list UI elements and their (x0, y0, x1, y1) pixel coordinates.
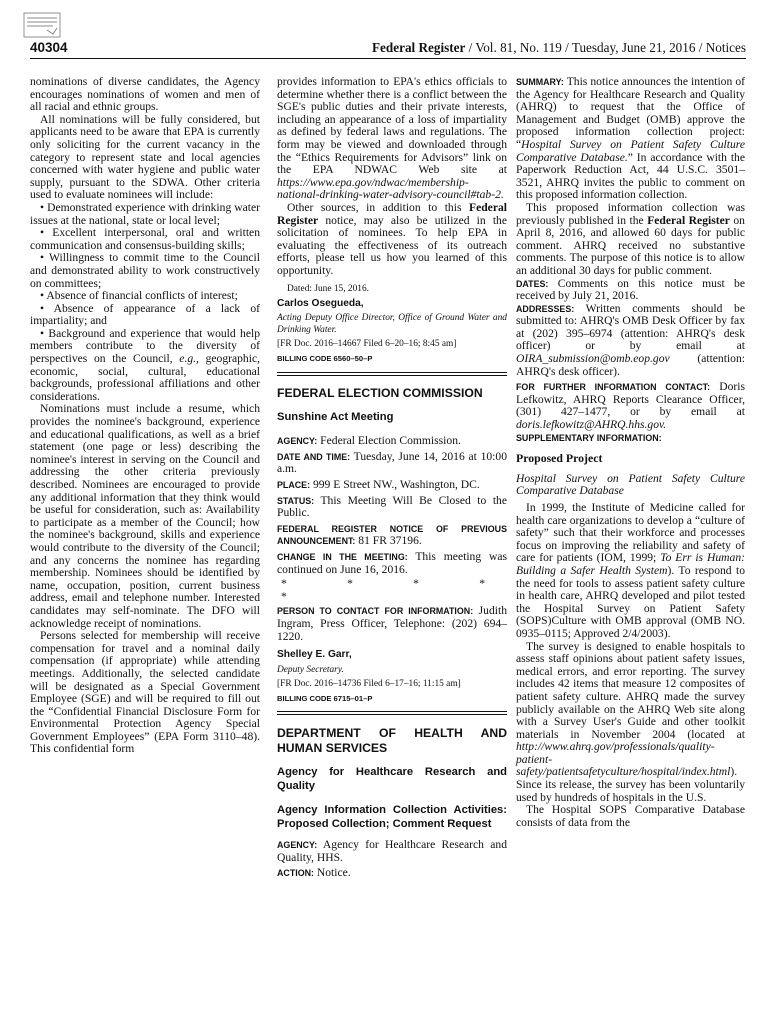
field-label: SUMMARY: (516, 77, 564, 87)
field-dates (516, 278, 745, 303)
field-agency (277, 435, 507, 448)
column-2 (277, 76, 507, 880)
agency-heading: FEDERAL ELECTION COMMISSION (277, 385, 483, 400)
field-label: ADDRESSES: (516, 303, 575, 314)
field-label: STATUS: (277, 495, 315, 506)
paragraph (277, 76, 507, 202)
italic-run: Hospital Survey on Patient Safety Culture Comparative Database. (516, 137, 745, 164)
text-run: on April 8, 2016, and allowed 60 days for public comment. AHRQ received no substantive comments. The purpose of this notice is to allow an additional 30 days for public comment. (516, 213, 745, 277)
running-head (372, 40, 746, 56)
column-1 (30, 76, 260, 756)
field-label: FOR FURTHER INFORMATION CONTACT: (516, 382, 711, 393)
field-label: ACTION: (277, 868, 314, 879)
paragraph: Nominations must include a resume, which provides the nominee's background, experience and educational qualifications, as well as a brief statement (one page or less) describing the nominee's interest in serving on the Council and addressing the other criteria previously described. Nominees are encouraged to provide any additional information that they think would be useful for consideration, such as: Availability to participate as a member of the Council; how the nominee's background, skills and experience would contribute to the diversity of the Council; and any concerns the nominee has regarding membership. Nominees should be identified by name, occupation, position, current business address, email and telephone number. Interested candidates may self-nominate. The DFO will acknowledge receipt of nominations. (30, 402, 260, 630)
signer-name: Carlos Osegueda, (277, 297, 364, 309)
paragraph (277, 202, 507, 278)
field-label: AGENCY: (277, 436, 318, 447)
bullet-item: • Absence of appearance of a lack of impartiality; and (30, 301, 260, 328)
field-value: Agency for Healthcare Research and Quality, HHS. (277, 838, 507, 864)
text-run: Written comments should be submitted to: AHRQ's OMB Desk Officer by fax at (202) 395–6974 (attention: AHRQ's desk officer) or by email at (516, 301, 745, 353)
signer-name: Shelley E. Garr, (277, 649, 352, 661)
url-link[interactable]: https://www.epa.gov/ndwac/membership-national-drinking-water-advisory-council#tab-2. (277, 175, 504, 202)
gpo-authenticated-seal-icon (23, 12, 61, 38)
bullet-item: • Demonstrated experience with drinking water issues at the national, state or local level; (30, 200, 260, 227)
field-value: Tuesday, June 14, 2016 at 10:00 a.m. (277, 449, 507, 476)
notice-subject: Agency Information Collection Activities: Proposed Collection; Comment Request (277, 804, 507, 831)
field-value: 999 E Street NW., Washington, DC. (310, 477, 480, 491)
field-label: AGENCY: (277, 840, 318, 851)
text-run: Other sources, in addition to this (287, 200, 469, 214)
page-number: 40304 (30, 40, 68, 55)
field-value: Judith Ingram, Press Officer, Telephone: (202) 694–1220. (277, 604, 507, 643)
issue-details: / Vol. 81, No. 119 / Tuesday, June 21, 2016 / Notices (465, 40, 746, 55)
text-run: In 1999, the Institute of Medicine called for health care organizations to develop a “culture of safety” such that their workforce and processes focus on improving the reliability and safety of care for patients (IOM, 1999; (516, 501, 745, 565)
signer-title: Deputy Secretary. (277, 664, 344, 675)
billing-code: BILLING CODE 6560–50–P (277, 354, 373, 364)
text-run: This notice announces the intention of the Agency for Healthcare Research and Quality (AHRQ) to request that the Office of Management and Budget (OMB) approve the proposed information collection project: “ (516, 75, 745, 151)
bullet-item: • Absence of financial conflicts of interest; (40, 289, 238, 303)
paragraph: Persons selected for membership will receive compensation for travel and a nominal daily compensation (if appropriate) while attending meetings. Additionally, the selected candidate will be designated as a Special Government Employee (SGE) and will be required to fill out the “Confidential Financial Disclosure Form for Environmental Protection Agency Special Government Employees” (EPA Form 3110–48). This confidential form (30, 629, 260, 756)
dated-line: Dated: June 15, 2016. (287, 283, 370, 294)
field-previous-announcement (277, 523, 507, 548)
agency-heading: DEPARTMENT OF HEALTH AND HUMAN SERVICES (277, 726, 507, 755)
section-divider (277, 372, 507, 376)
text-run: ). To respond to the need for tools to assess patient safety culture in health care, AHRQ developed and pilot tested the Hospital Survey on Patient Safety (SOPS)Culture with OMB approval (OMB NO. 0935–0115; Approved 2/4/2003). (516, 563, 745, 640)
field-label: CHANGE IN THE MEETING: (277, 551, 408, 562)
section-heading: Proposed Project (516, 451, 603, 466)
field-label: PLACE: (277, 479, 311, 490)
email-link[interactable]: doris.lefkowitz@AHRQ.hhs.gov. (516, 418, 667, 432)
field-place (277, 479, 507, 492)
field-action (277, 867, 507, 880)
text-run: This proposed information collection was previously published in the (516, 200, 745, 227)
field-contact (277, 605, 507, 643)
field-label: DATES: (516, 278, 549, 289)
field-label: FEDERAL REGISTER NOTICE OF PREVIOUS ANNOUNCEMENT: (277, 523, 507, 547)
field-supplementary (516, 432, 745, 445)
field-value: This meeting was continued on June 16, 2016. (277, 549, 507, 576)
bullet-item: • Willingness to commit time to the Council and demonstrated ability to work constructively on committees; (30, 251, 260, 290)
field-label: SUPPLEMENTARY INFORMATION: (516, 432, 662, 443)
text-run: • Background and experience that would help members contribute to the diversity of perspectives on the Council, (30, 326, 260, 366)
field-change (277, 551, 507, 576)
paragraph: The Hospital SOPS Comparative Database consists of data from the (516, 803, 745, 829)
field-value: This Meeting Will Be Closed to the Public. (277, 493, 507, 520)
billing-code: BILLING CODE 6715–01–P (277, 693, 373, 703)
bullet-item (30, 328, 260, 404)
text-run: (attention: AHRQ's desk officer). (516, 352, 745, 378)
field-value: Federal Election Commission. (317, 434, 461, 448)
text-run: provides information to EPA's ethics officials to determine whether there is a conflict between the SGE's public duties and their private interests, including an appearance of a loss of impartiality as defined by federal laws and regulations. The form may be viewed and downloaded through the “Ethics Requirements for Advisors” link on the EPA NDWAC Web site at (277, 75, 507, 177)
paragraph (516, 502, 745, 641)
publication-name: Federal Register (372, 40, 466, 55)
ellipsis-stars: * * * * * (281, 577, 507, 603)
paragraph (516, 202, 745, 278)
signer-title: Acting Deputy Office Director, Office of Ground Water and Drinking Water. (277, 313, 507, 336)
field-date (277, 451, 507, 476)
text-run: geographic, economic, social, cultural, educational backgrounds, professional affiliations and other considerations. (30, 352, 260, 403)
field-value: 81 FR 37196. (355, 534, 422, 548)
text-run: ). Since its release, the survey has been voluntarily used by hundreds of hospitals in the U.S. (516, 765, 745, 804)
bold-run: Federal Register (647, 213, 730, 227)
page-header (30, 40, 746, 59)
italic-run: To Err is Human: Building a Safer Health System (516, 551, 745, 577)
fr-doc-line: [FR Doc. 2016–14667 Filed 6–20–16; 8:45 am] (277, 339, 457, 350)
field-addresses (516, 303, 745, 379)
bold-run: Federal Register (277, 200, 507, 227)
field-label: DATE AND TIME: (277, 451, 351, 462)
italic-run: e.g., (179, 352, 199, 366)
project-title: Hospital Survey on Patient Safety Culture Comparative Database (516, 471, 745, 498)
sub-agency-heading: Agency for Healthcare Research and Quality (277, 766, 507, 793)
bullet-item: • Excellent interpersonal, oral and written communication and consensus-building skills; (30, 226, 260, 252)
text-run: The survey is designed to enable hospitals to assess staff opinions about patient safety issues, medical errors, and error reporting. The survey includes 42 items that measure 12 composites of patient safety culture. AHRQ made the survey publicly available on the AHRQ Web site along with a Survey User's Guide and other toolkit materials in November 2004 (located at (516, 639, 745, 741)
paragraph (516, 641, 745, 805)
field-status (277, 495, 507, 520)
email-link[interactable]: OIRA_submission@omb.eop.gov (516, 352, 670, 366)
field-value: Notice. (313, 866, 351, 880)
field-further-info (516, 381, 745, 431)
field-label: PERSON TO CONTACT FOR INFORMATION: (277, 606, 474, 617)
text-run: notice, may also be utilized in the solicitation of nominees. To help EPA in evaluating the effectiveness of its outreach efforts, please tell us how you learned of this opportunity. (277, 213, 507, 277)
paragraph: nominations of diverse candidates, the Agency encourages nominations of women and men of all racial and ethnic groups. (30, 75, 260, 114)
fr-doc-line: [FR Doc. 2016–14736 Filed 6–17–16; 11:15 am] (277, 678, 461, 689)
section-divider (277, 711, 507, 715)
text-run: ” In accordance with the Paperwork Reduction Act, 44 U.S.C. 3501–3521, AHRQ invites the public to comment on this proposed information collection. (516, 150, 745, 202)
paragraph: All nominations will be fully considered, but applicants need to be aware that EPA is currently only soliciting for the current vacancy in the category to represent state and local agencies concerned with water hygiene and public water supply, pursuant to the SDWA. Other criteria used to evaluate nominees will include: (30, 112, 260, 202)
notice-subject: Sunshine Act Meeting (277, 411, 394, 424)
text-run: Doris Lefkowitz, AHRQ Reports Clearance Officer, (301) 427–1477, or by email at (516, 380, 745, 419)
url-link[interactable]: http://www.ahrq.gov/professionals/quality-patient-safety/patientsafetyculture/hospital/index.html (516, 740, 731, 779)
field-agency (277, 839, 507, 864)
field-summary (516, 76, 745, 202)
field-value: Comments on this notice must be received by July 21, 2016. (516, 276, 745, 303)
column-3 (516, 76, 745, 829)
